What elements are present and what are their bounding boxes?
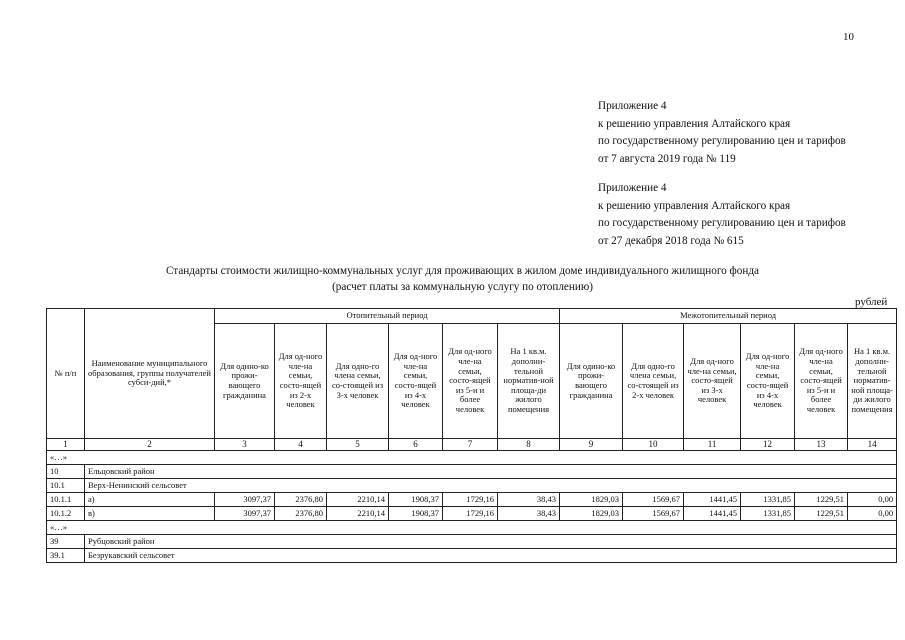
table-header-row	[47, 309, 897, 324]
value-cell: 1569,67	[623, 507, 684, 521]
header-col: На 1 кв.м. дополни-тельной норматив-ной площа-ди жилого помещения	[498, 324, 560, 439]
value-cell: 0,00	[848, 493, 897, 507]
col-number: 10	[623, 439, 684, 451]
ellipsis-cell: «…»	[47, 521, 897, 535]
col-number: 12	[741, 439, 795, 451]
row-num: 39.1	[47, 549, 85, 563]
col-number: 14	[848, 439, 897, 451]
value-cell: 3097,37	[215, 507, 275, 521]
appendix-line: по государственному регулированию цен и тарифов	[598, 217, 846, 229]
value-cell: 1229,51	[795, 493, 848, 507]
appendix-line: Приложение 4	[598, 182, 667, 194]
value-cell: 1729,16	[443, 493, 498, 507]
header-col: Для одино-ко прожи-вающего гражданина	[560, 324, 623, 439]
row-num: 10.1.1	[47, 493, 85, 507]
row-num: 39	[47, 535, 85, 549]
table-row-ellipsis	[47, 521, 897, 535]
header-name: Наименование муниципального образования, группы получателей субси-дий,*	[85, 309, 215, 439]
col-number: 11	[684, 439, 741, 451]
row-name: в)	[85, 507, 215, 521]
table-row-settlement	[47, 479, 897, 493]
header-col: Для од-ного чле-на семьи, состо-ящей из 2-х человек	[275, 324, 327, 439]
col-number: 4	[275, 439, 327, 451]
table-row-settlement	[47, 549, 897, 563]
table-row-ellipsis	[47, 451, 897, 465]
row-num: 10.1	[47, 479, 85, 493]
row-num: 10	[47, 465, 85, 479]
document-title: Стандарты стоимости жилищно-коммунальных услуг для проживающих в жилом доме индивидуального жилищного фонда	[165, 265, 760, 277]
header-interheating-period: Межотопительный период	[560, 309, 897, 324]
row-name: а)	[85, 493, 215, 507]
col-number: 6	[389, 439, 443, 451]
value-cell: 2376,80	[275, 507, 327, 521]
col-number: 3	[215, 439, 275, 451]
col-number: 1	[47, 439, 85, 451]
row-name: Ельцовский район	[85, 465, 897, 479]
row-num: 10.1.2	[47, 507, 85, 521]
header-col: Для одно-го члена семьи, со-стоящей из 3-х человек	[327, 324, 389, 439]
row-name: Верх-Ненинский сельсовет	[85, 479, 897, 493]
value-cell: 2210,14	[327, 507, 389, 521]
header-col: На 1 кв.м. дополни-тельной норматив-ной площа-ди жилого помещения	[848, 324, 897, 439]
value-cell: 38,43	[498, 493, 560, 507]
header-col: Для од-ного чле-на семьи, состо-ящей из 4-х человек	[389, 324, 443, 439]
value-cell: 1569,67	[623, 493, 684, 507]
value-cell: 1331,85	[741, 507, 795, 521]
ellipsis-cell: «…»	[47, 451, 897, 465]
value-cell: 3097,37	[215, 493, 275, 507]
appendix-line: Приложение 4	[598, 100, 667, 112]
value-cell: 1729,16	[443, 507, 498, 521]
value-cell: 1441,45	[684, 493, 741, 507]
header-heating-period: Отопительный период	[215, 309, 560, 324]
table-row	[47, 507, 897, 521]
header-col: Для одино-ко прожи-вающего гражданина	[215, 324, 275, 439]
appendix-reference-2019	[598, 98, 846, 168]
col-number: 8	[498, 439, 560, 451]
value-cell: 1331,85	[741, 493, 795, 507]
value-cell: 1229,51	[795, 507, 848, 521]
value-cell: 2376,80	[275, 493, 327, 507]
header-col: Для одно-го члена семьи, со-стоящей из 2-х человек	[623, 324, 684, 439]
value-cell: 1829,03	[560, 507, 623, 521]
value-cell: 1908,37	[389, 493, 443, 507]
appendix-reference-2018	[598, 180, 846, 250]
header-num: № п/п	[47, 309, 85, 439]
value-cell: 1829,03	[560, 493, 623, 507]
table-row	[47, 493, 897, 507]
value-cell: 1908,37	[389, 507, 443, 521]
header-col: Для од-ного чле-на семьи, состо-ящей из 4-х человек	[741, 324, 795, 439]
col-number: 7	[443, 439, 498, 451]
appendix-line: к решению управления Алтайского края	[598, 117, 791, 130]
value-cell: 0,00	[848, 507, 897, 521]
cost-standards-table	[46, 308, 897, 563]
col-number: 9	[560, 439, 623, 451]
page-number: 10	[843, 31, 854, 43]
col-number: 2	[85, 439, 215, 451]
row-name: Рубцовский район	[85, 535, 897, 549]
header-col: Для од-ного чле-на семьи, состо-ящей из 5-и и более человек	[795, 324, 848, 439]
value-cell: 38,43	[498, 507, 560, 521]
document-subtitle: (расчет платы за коммунальную услугу по отоплению)	[332, 281, 593, 293]
value-cell: 1441,45	[684, 507, 741, 521]
row-name: Безрукавский сельсовет	[85, 549, 897, 563]
appendix-line: по государственному регулированию цен и тарифов	[598, 135, 846, 147]
col-number: 5	[327, 439, 389, 451]
table-row-district	[47, 535, 897, 549]
table-row-district	[47, 465, 897, 479]
value-cell: 2210,14	[327, 493, 389, 507]
unit-label: рублей	[855, 296, 888, 308]
header-col: Для од-ного чле-на семьи, состо-ящей из 5-и и более человек	[443, 324, 498, 439]
header-col: Для од-ного чле-на семьи, состо-ящей из 3-х человек	[684, 324, 741, 439]
appendix-line: к решению управления Алтайского края	[598, 199, 791, 212]
col-number: 13	[795, 439, 848, 451]
appendix-line: от 27 декабря 2018 года № 615	[598, 234, 744, 247]
column-number-row	[47, 439, 897, 451]
appendix-line: от 7 августа 2019 года № 119	[598, 152, 736, 165]
